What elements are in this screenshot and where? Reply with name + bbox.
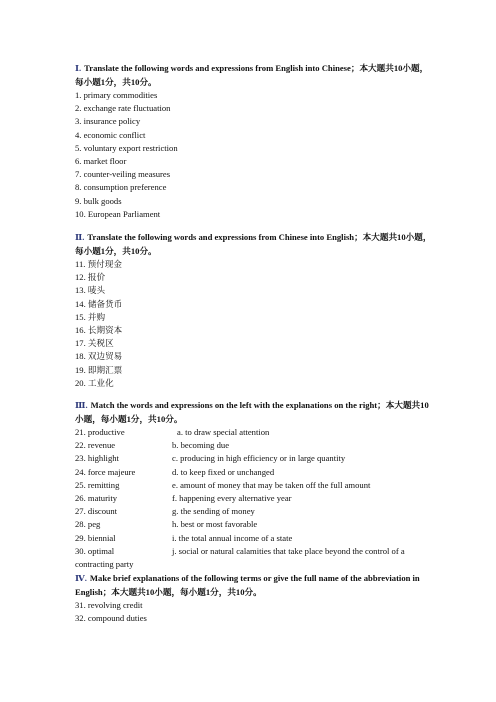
match-term: 23. highlight [75,453,119,464]
list-item: 9. bulk goods [75,195,122,206]
match-explanation: i. the total annual income of a state [172,532,293,543]
match-row [75,479,435,492]
list-item: 31. revolving credit [75,600,143,610]
match-row [75,532,435,545]
section-3 [75,398,435,571]
match-row [75,492,435,505]
match-explanation: d. to keep fixed or unchanged [172,466,275,477]
match-explanation: f. happening every alternative year [172,493,292,504]
match-term: 26. maturity [75,493,118,504]
list-item: 1. primary commodities [75,90,158,100]
list-item: 32. compound duties [75,613,147,624]
list-item: 14. 储备货币 [75,298,123,309]
match-row [75,439,435,452]
list-item: 18. 双边贸易 [75,351,123,362]
section-4-heading: Ⅳ. Make brief explanations of the following terms or give the full name of the abbreviation in English；本大题共10小题，每小题1分，共10分。 [75,573,420,597]
match-explanation: e. amount of money that may be taken off the full amount [172,479,371,490]
section-4-numeral: Ⅳ. [75,573,87,583]
section-2 [75,230,435,390]
list-item: 13. 唛头 [75,285,106,296]
section-1 [75,61,435,221]
list-item: 6. market floor [75,156,127,167]
section-3-numeral: Ⅲ. [75,400,88,410]
match-explanation: b. becoming due [172,440,230,451]
match-explanation: c. producing in high efficiency or in large quantity [172,453,346,464]
match-row [75,545,435,571]
list-item: 10. European Parliament [75,208,161,219]
match-explanation: h. best or most favorable [172,519,258,530]
list-item: 19. 即期汇票 [75,364,123,375]
match-row [75,452,435,465]
section-2-numeral: Ⅱ. [75,232,85,242]
match-term: 25. remitting [75,479,120,490]
list-item: 16. 长期资本 [75,325,123,336]
section-2-heading: Ⅱ. Translate the following words and expressions from Chinese into English；本大题共10小题，每小题1分，共10分。 [75,232,432,256]
list-item: 2. exchange rate fluctuation [75,103,171,114]
list-item: 15. 并购 [75,311,106,322]
list-item: 4. economic conflict [75,129,146,140]
match-row [75,505,435,518]
match-term: 24. force majeure [75,466,136,477]
match-row [75,426,435,439]
section-1-heading: Ⅰ. Translate the following words and expressions from English into Chinese；本大题共10小题，每小题1分，共10分。 [75,63,429,87]
list-item: 3. insurance policy [75,116,141,127]
match-explanation: g. the sending of money [172,506,255,517]
list-item: 7. counter-veiling measures [75,169,171,180]
match-row [75,518,435,531]
match-term: 30. optimal [75,545,115,556]
match-term: 29. biennial [75,532,116,543]
match-term: 27. discount [75,506,118,517]
section-3-heading: Ⅲ. Match the words and expressions on the left with the explanations on the right；本大题共10小题，每小题1分，共10分。 [75,400,429,424]
list-item: 12. 报价 [75,272,106,283]
list-item: 17. 关税区 [75,338,114,349]
list-item: 5. voluntary export restriction [75,142,178,153]
list-item: 8. consumption preference [75,182,167,193]
match-term: 21. productive [75,427,125,437]
match-term: 28. peg [75,519,101,530]
section-1-numeral: Ⅰ. [75,63,82,73]
section-4 [75,571,435,625]
match-explanation: a. to draw special attention [177,427,270,437]
list-item: 11. 预付现金 [75,259,122,269]
list-item: 20. 工业化 [75,377,114,388]
match-explanation: j. social or natural calamities that take place beyond the control of a contracting party [75,545,405,570]
match-term: 22. revenue [75,440,116,451]
match-row [75,466,435,479]
